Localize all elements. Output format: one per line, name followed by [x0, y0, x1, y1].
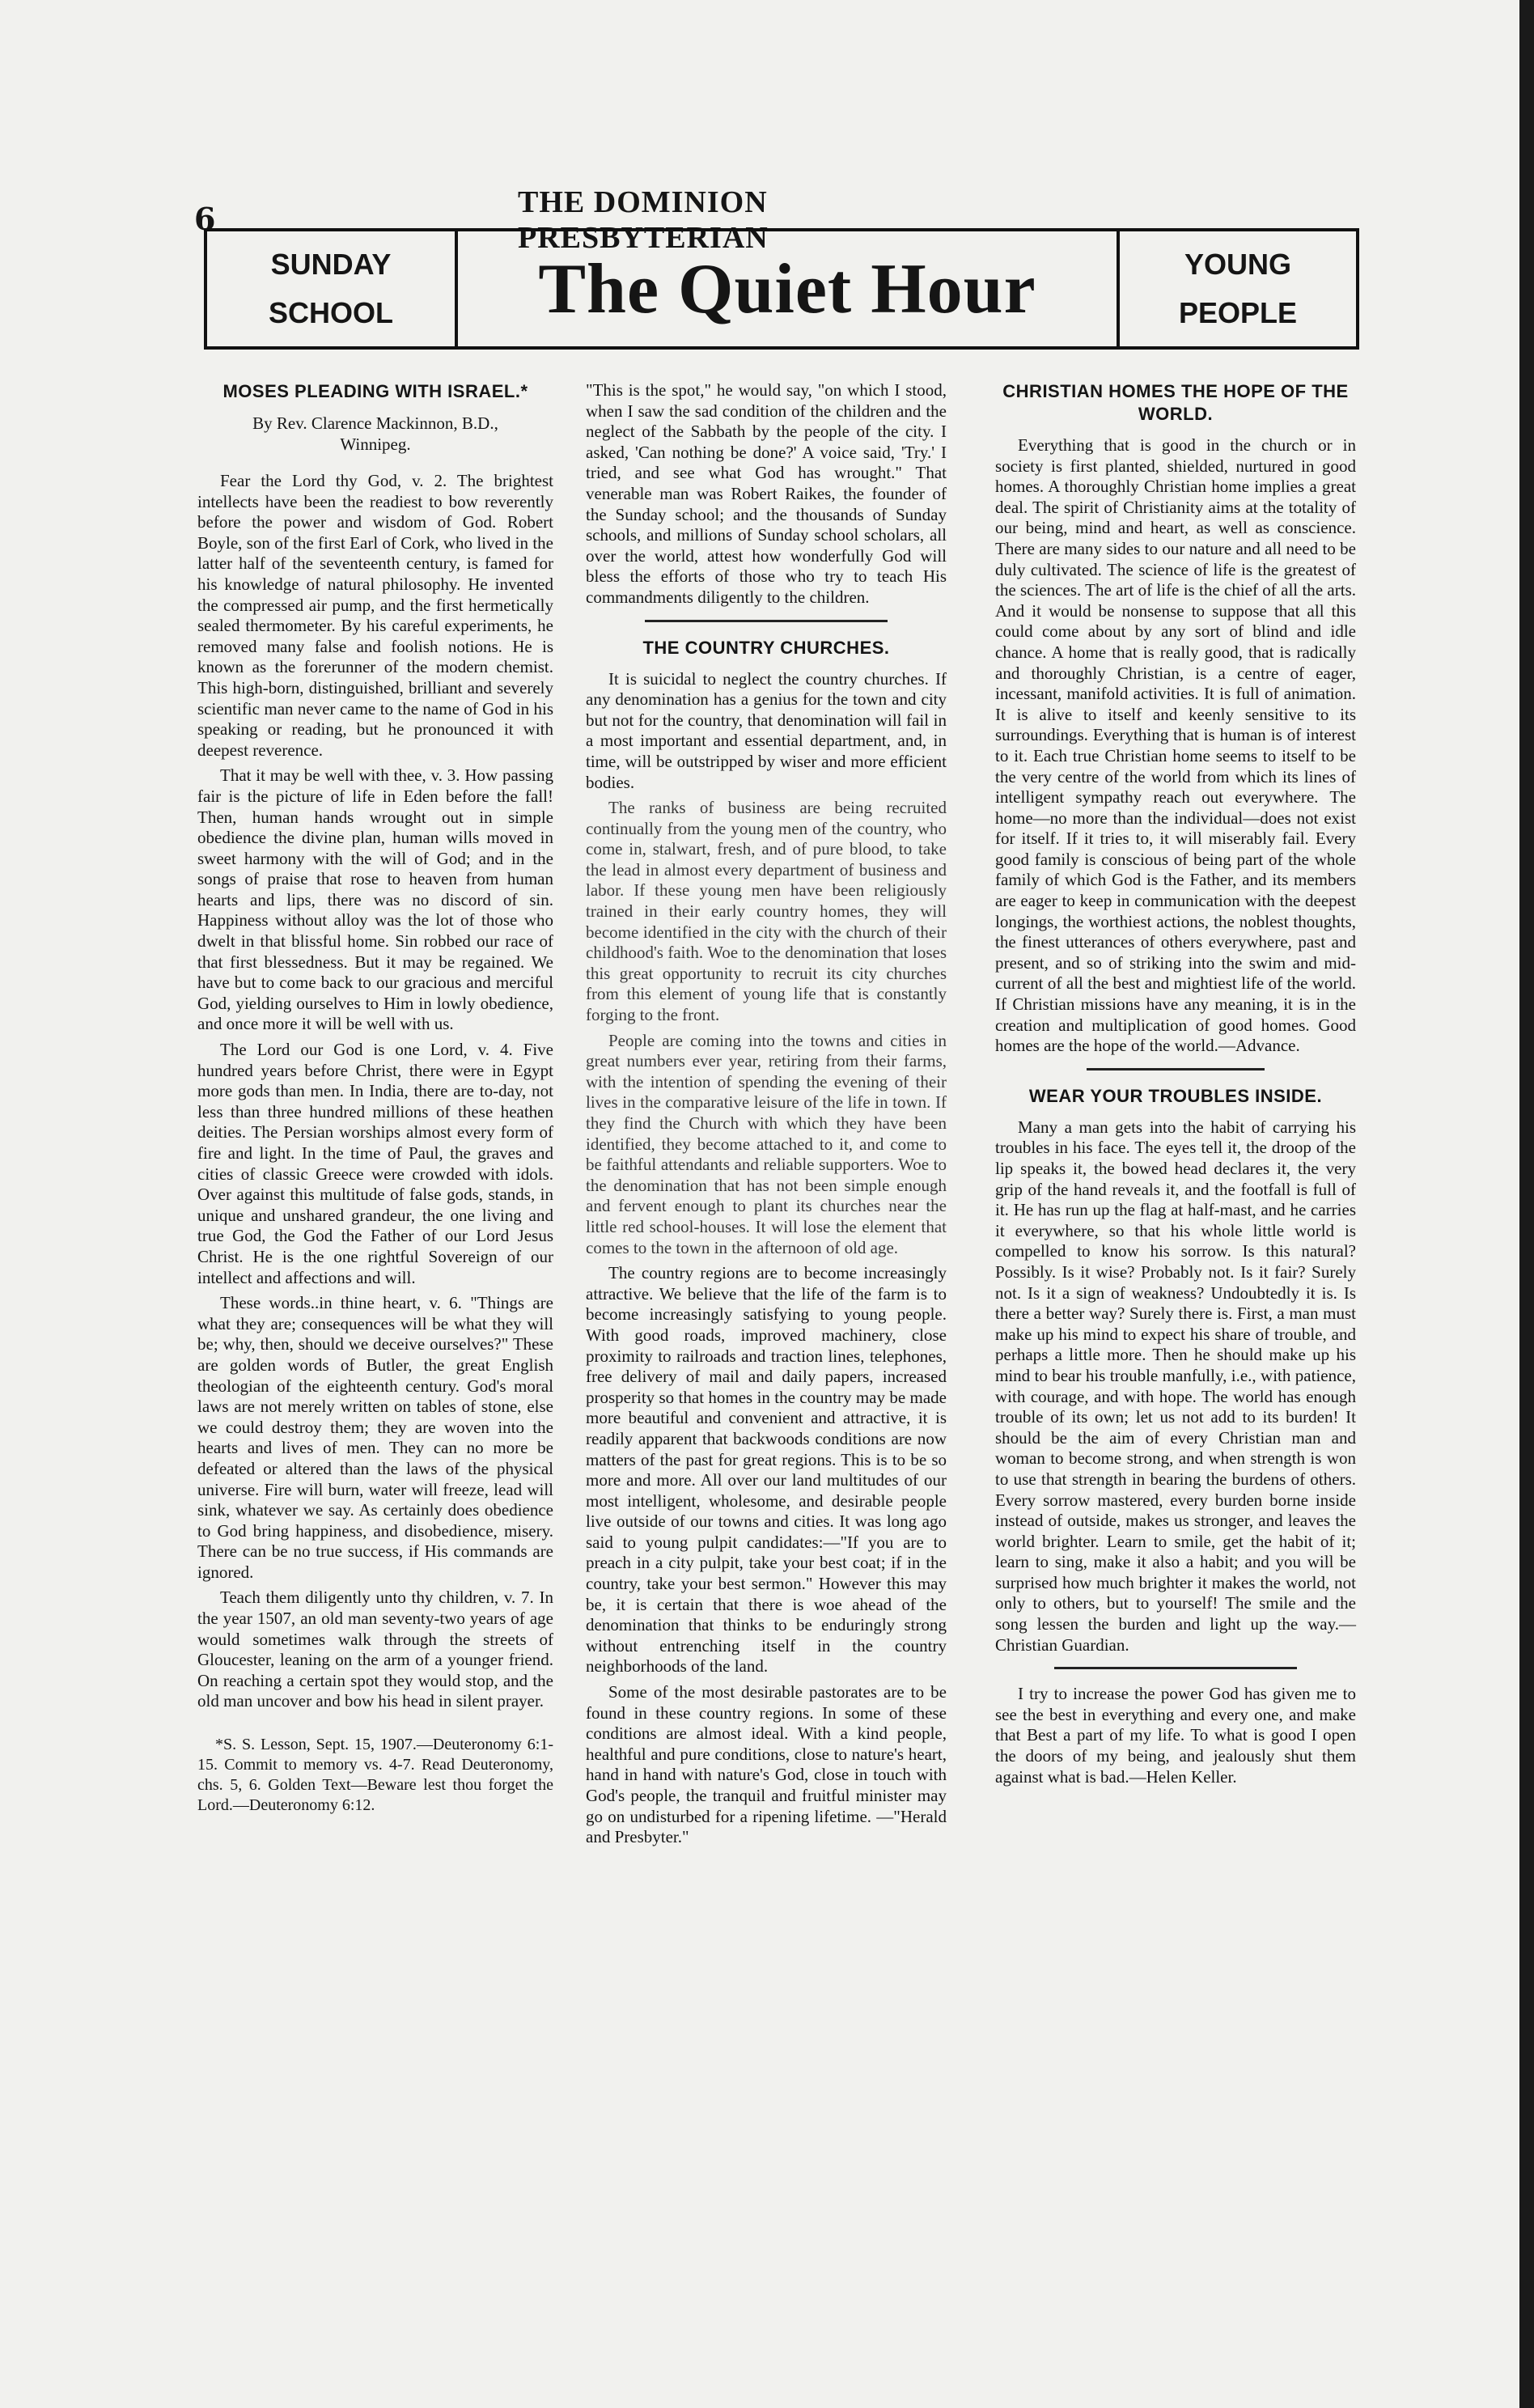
footnote [197, 1735, 553, 1816]
footnote-text: *S. S. Lesson, Sept. 15, 1907.—Deuteronomy 6:1-15. Commit to memory vs. 4-7. Read Deuteronomy, chs. 5, 6. Golden Text—Beware lest thou forget the Lord.—Deuteronomy 6:12. [197, 1736, 553, 1815]
running-head: THE DOMINION PRESBYTERIAN [518, 185, 769, 255]
column-2 [586, 380, 947, 1848]
divider-rule [1054, 1667, 1297, 1669]
paragraph: The country regions are to become increasingly attractive. We believe that the life of the farm is to become increasingly satisfying to young people. With good roads, improved machinery, close proximity to railroads and traction lines, telephones, free delivery of mail and daily papers, increased prosperity so that homes in the country may be made more beautiful and convenient and attractive, it is readily apparent that backwoods conditions are now matters of the past for great regions. This is to be so more and more. All over our land multitudes of our most intelligent, wholesome, and desirable people live outside of our towns and cities. It was long ago said to young pulpit candidates:—"If you are to preach in a city pulpit, take your best coat; if in the country, take your best sermon." However this may be, it is certain that there is woe ahead of the denomination that thinks to be enduringly strong without entrenching itself in the country neighborhoods of the land. [586, 1263, 947, 1677]
paragraph: Fear the Lord thy God, v. 2. The brightest intellects have been the readiest to bow reverently before the power and wisdom of God. Robert Boyle, son of the first Earl of Cork, who lived in the latter half of the seventeenth century, is famed for his knowledge of natural philosophy. He invented the compressed air pump, and the first hermetically sealed thermometer. By his careful experiments, he removed many false and foolish notions. He is known as the forerunner of the modern chemist. This high-born, distinguished, brilliant and severely scientific man never came to the name of God in his speaking or reading, but he pronounced it with deepest reverence. [197, 471, 553, 760]
banner-left-line2: SCHOOL [268, 296, 393, 329]
byline [197, 413, 553, 455]
article-title-wear-troubles: WEAR YOUR TROUBLES INSIDE. [1028, 1085, 1323, 1106]
banner-left-line1: SUNDAY [270, 248, 392, 281]
paragraph: Many a man gets into the habit of carrying his troubles in his face. The eyes tell it, the droop of the lip speaks it, the bowed head declares it, the very grip of the hand reveals it, and the footfall is full of it. He has run up the flag at half-mast, and he carries it everywhere, so that his whole little world is compelled to know his sorrow. Is this natural? Possibly. Is it wise? Probably not. Is it fair? Surely not. Is it a sign of weakness? Undoubtedly it is. Is there a better way? Surely there is. First, a man must make up his mind to expect his share of trouble, and perhaps a little more. Then he should make up his mind to bear his trouble manfully, i.e., with patience, with courage, and with hope. The world has enough trouble of its own; let us not add to its burden! It should be the aim of every Christian man and woman to become strong, and when strength is won to use that strength in bearing the burdens of others. Every sorrow mastered, every burden borne inside instead of outside, makes us stronger, and leaves the world brighter. Learn to smile, get the habit of it; learn to sing, make it also a habit; and you will be surprised how much brighter it makes the world, not only to others, but to yourself! The smile and the song lessen the burden and light up the way.—Christian Guardian. [995, 1117, 1356, 1655]
byline-author: By Rev. Clarence Mackinnon, B.D., [252, 413, 498, 433]
paragraph: It is suicidal to neglect the country churches. If any denomination has a genius for the town and city but not for the country, that denomination will fail in a most important and essential department, and, in time, will be outstripped by wiser and more efficient bodies. [586, 668, 947, 792]
page-number: 6 [194, 201, 216, 237]
banner-right [1117, 231, 1356, 346]
paragraph: Everything that is good in the church or in society is first planted, shielded, nurtured in good homes. A thoroughly Christian home implies a great deal. The spirit of Christianity aims at the totality of our being, mind and heart, as well as conscience. There are many sides to our nature and all need to be duly cultivated. The science of life is the greatest of the sciences. The art of life is the chief of all the arts. And it would be nonsense to suppose that all this could come about by any sort of blind and idle chance. A home that is really good, that is radically and thoroughly Christian, is a centre of eager, incessant, manifold activities. It is full of animation. It is alive to itself and keenly sensitive to its surroundings. Everything that is human is of interest to it. Each true Christian home seems to itself to be the very centre of the world from which its lines of intelligent sympathy reach out everywhere. The home—no more than the individual—does not exist for itself. If it tries to, it will miserably fail. Every good family is conscious of being part of the whole family of which God is the Father, and its members are eager to keep in communication with the deepest longings, the worthiest actions, the noblest thoughts, the finest utterances of others everywhere, past and present, and so of striking into the swim and mid-current of all the best and mightiest life of the world. If Christian missions have any meaning, it is in the creation and multiplication of good homes. Good homes are the hope of the world.—Advance. [995, 435, 1356, 1056]
column-1 [197, 380, 553, 1816]
paragraph-continued: "This is the spot," he would say, "on which I stood, when I saw the sad condition of the children and the neglect of the Sabbath by the people of the city. I asked, 'Can nothing be done?' A voice said, 'Try.' I tried, and see what God has wrought." That venerable man was Robert Raikes, the founder of the Sunday school; and the thousands of Sunday schools, and millions of Sunday school scholars, all over the world, attest how wonderfully God will bless the efforts of those who try to teach His commandments diligently to the children. [586, 380, 947, 607]
banner-right-line1: YOUNG [1184, 248, 1291, 281]
paragraph: Some of the most desirable pastorates are to be found in these country regions. In some of these conditions are almost ideal. With a kind people, healthful and pure conditions, close to nature's heart, hand in hand with nature's God, close in touch with God's people, the tranquil and fruitful minister may go on undisturbed for a ripening lifetime. —"Herald and Presbyter." [586, 1682, 947, 1847]
article-title-moses: MOSES PLEADING WITH ISRAEL.* [222, 381, 528, 401]
scan-edge [1519, 0, 1534, 2408]
paragraph: Teach them diligently unto thy children, v. 7. In the year 1507, an old man seventy-two years of age would sometimes walk through the streets of Gloucester, leaning on the arm of a younger friend. On reaching a certain spot they would stop, and the old man uncover and bow his head in silent prayer. [197, 1588, 553, 1711]
byline-place: Winnipeg. [340, 435, 411, 454]
paragraph: That it may be well with thee, v. 3. How passing fair is the picture of life in Eden before the fall! Then, human hands wrought out in simple obedience the divine plan, human wills moved in sweet harmony with the will of God; and in the songs of praise that rose to heaven from human hearts and lips, there was no discord of sin. Happiness without alloy was the lot of those who dwelt in that blissful home. Sin robbed our race of that first blessedness. But it may be regained. We have but to come back to our gracious and merciful God, yielding ourselves to Him in lowly obedience, and once more it will be well with us. [197, 765, 553, 1034]
column-3 [995, 380, 1356, 1787]
paragraph: The Lord our God is one Lord, v. 4. Five hundred years before Christ, there were in Egypt more gods than men. In India, there are to-day, not less than three hundred millions of these heathen deities. The Persian worships almost every form of fire and light. In the time of Paul, the graves and cities of classic Greece were crowded with idols. Over against this multitude of false gods, stands, in unique and unshared grandeur, the one living and true God, the God the Father of our Lord Jesus Christ. He is the one rightful Sovereign of our intellect and affections and will. [197, 1040, 553, 1287]
article-title-christian-homes: CHRISTIAN HOMES THE HOPE OF THE WORLD. [1002, 381, 1349, 424]
divider-rule [1087, 1068, 1265, 1070]
paragraph: These words..in thine heart, v. 6. "Things are what they are; consequences will be what they will be; why, then, should we deceive ourselves?" These are golden words of Butler, the great English theologian of the eighteenth century. God's moral laws are not merely written on tables of stone, else we could destroy them; they are woven into the hearts and lives of men. They can no more be defeated or altered than the laws of the physical universe. Fire will burn, water will freeze, lead will sink, whatever we say. As certainly does obedience to God bring happiness, and disobedience, misery. There can be no true success, if His commands are ignored. [197, 1293, 553, 1582]
article-title-country-churches: THE COUNTRY CHURCHES. [642, 637, 890, 658]
paragraph: The ranks of business are being recruited continually from the young men of the country, who come in, stalwart, fresh, and of pure blood, to take the lead in almost every department of business and labor. If these young men have been religiously trained in their early country homes, they will become identified in the city with the church of their childhood's faith. Woe to the denomination that loses this great opportunity to recruit its city churches from this element of young life that is constantly forging to the front. [586, 798, 947, 1025]
divider-rule [645, 620, 888, 622]
section-banner [204, 228, 1359, 350]
banner-left [207, 231, 458, 346]
paragraph: People are coming into the towns and cities in great numbers ever year, retiring from their farms, with the intention of spending the evening of their lives in the comparative leisure of the life in town. If they find the Church with which they have been identified, they become attached to it, and come to be faithful attendants and reliable supporters. Woe to the denomination that has not been simple enough and fervent enough to plant its churches near the little red school-houses. It will lose the element that comes to the town in the afternoon of old age. [586, 1030, 947, 1257]
banner-title: The Quiet Hour [538, 249, 1036, 329]
quote-paragraph: I try to increase the power God has given me to see the best in everything and every one, and make that Best a part of my life. To what is good I open the doors of my being, and jealously shut them against what is bad.—Helen Keller. [995, 1684, 1356, 1787]
banner-right-line2: PEOPLE [1178, 296, 1298, 329]
